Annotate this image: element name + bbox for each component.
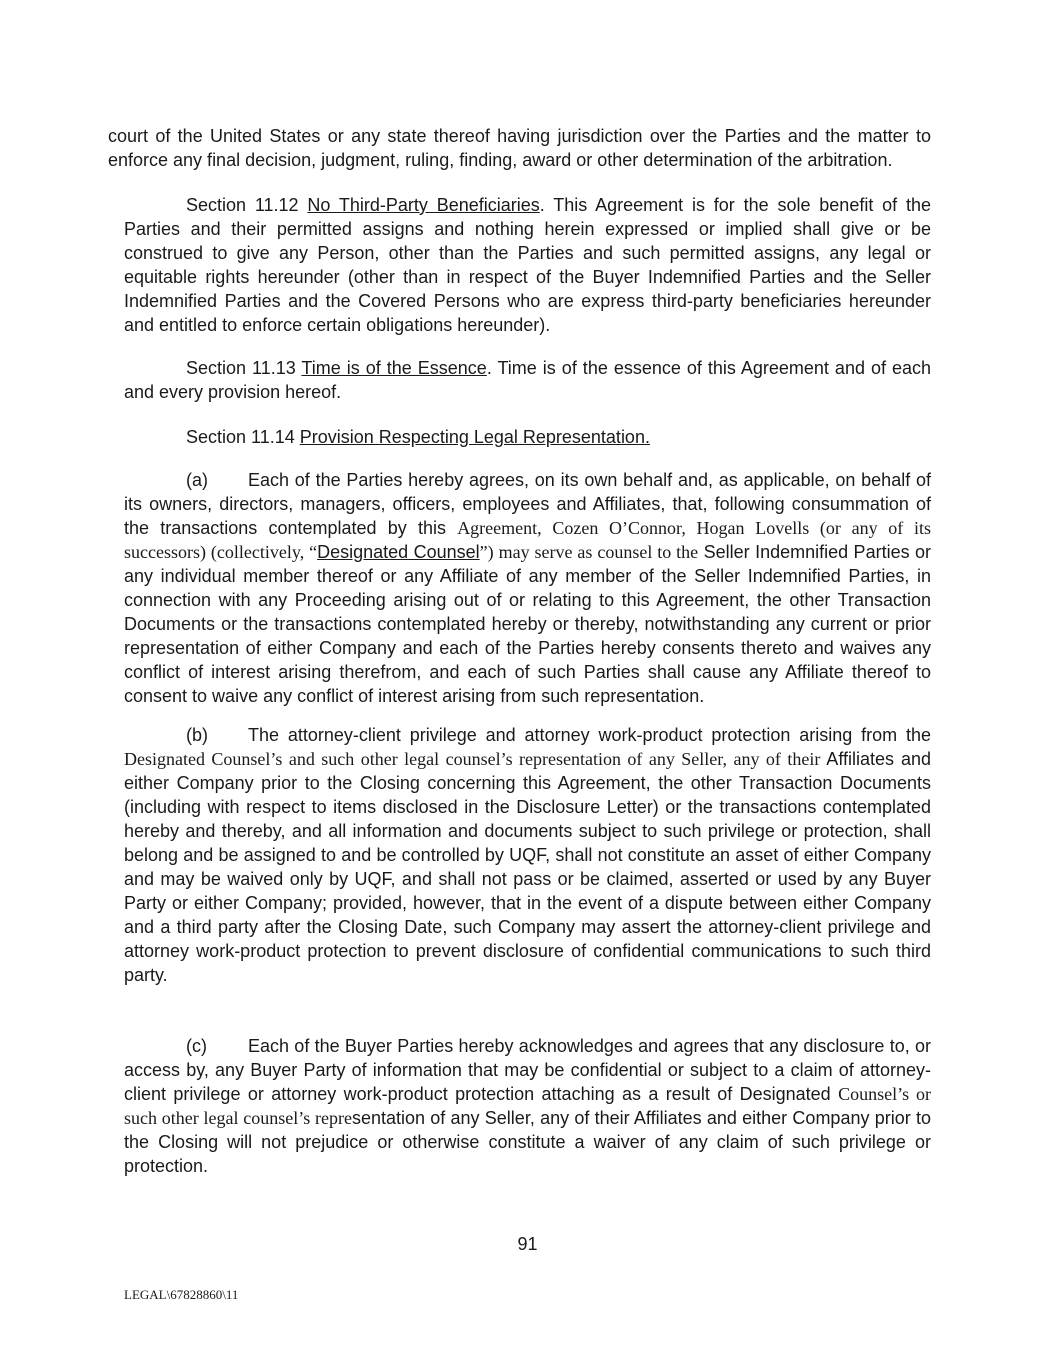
section-11-12-body: . This Agreement is for the sole benefit of the Parties and their permitted assigns and nothing herein expressed or implied shall give or be construed to give any Person, other than the Parties and such permitted assigns, any legal or equitable rights hereunder (other than in respect of the Buyer Indemnified Parties and the Seller Indemnified Parties and the Covered Persons who are express third-party beneficiaries hereunder and entitled to enforce certain obligations hereunder). [124,195,931,335]
document-id: LEGAL\67828860\11 [124,1287,239,1302]
section-11-13-body: . Time is of the essence of this Agreement and of each and every provision hereof. [124,358,931,402]
subsection-a-text-4: Seller Indemnified Parties or any individual member thereof or any Affiliate of any member of the Seller Indemnified Parties, in connection with any Proceeding arising out of or relating to this Agreement, the other Transaction Documents or the transactions contemplated hereby or thereby, notwithstanding any current or prior representation of either Company and each of the Parties hereby consents thereto and waives any conflict of interest arising therefrom, and each of such Parties shall cause any Affiliate thereof to consent to waive any conflict of interest arising from such representation. [124,542,932,706]
subsection-a-label: (a) [186,470,208,490]
subsection-a [124,468,931,708]
section-11-13 [124,356,931,404]
subsection-a-text-2: Agreement, Cozen O’Connor, Hogan Lovells (or any of its successors) (collectively, “ [124,518,931,562]
section-11-13-number: Section 11.13 [186,358,302,378]
page-number: 91 [517,1234,538,1254]
section-11-13-heading: Time is of the Essence [301,358,487,378]
subsection-b-text-2: Designated Counsel’s and such other legal counsel’s representation of any Seller, any of their [124,749,821,769]
subsection-b-text-3: Affiliates and either Company prior to the Closing concerning this Agreement, the other Transaction Documents (including with respect to items disclosed in the Disclosure Letter) or the transactions contemplated hereby and thereby, and all information and documents subject to such privilege or protection, shall belong and be assigned to and be controlled by UQF, shall not constitute an asset of either Company and may be waived only by UQF, and shall not pass or be claimed, asserted or used by any Buyer Party or either Company; provided, however, that in the event of a dispute between either Company and a third party after the Closing Date, such Company may assert the attorney-client privilege and attorney work-product protection to prevent disclosure of confidential communications to such third party. [124,749,931,985]
section-11-12-heading: No Third-Party Beneficiaries [307,195,540,215]
subsection-c [124,1034,931,1178]
subsection-a-text-1: Each of the Parties hereby agrees, on its own behalf and, as applicable, on behalf of its owners, directors, managers, officers, employees and Affiliates, that, following consummation of the transactions contemplated by this [124,470,931,538]
section-11-14-heading: Provision Respecting Legal Representation. [299,427,650,447]
subsection-c-label: (c) [186,1036,207,1056]
subsection-c-text-1: Each of the Buyer Parties hereby acknowledges and agrees that any disclosure to, or access by, any Buyer Party of information that may be confidential or subject to a claim of attorney-client privilege or attorney work-product protection attaching as a result of Designated [124,1036,931,1104]
subsection-b-label: (b) [186,725,208,745]
section-11-14 [124,425,931,449]
subsection-c-text-2: Counsel’s or such other legal counsel’s repre [124,1084,931,1128]
subsection-b [124,723,931,987]
intro-text: court of the United States or any state thereof having jurisdiction over the Parties and the matter to enforce any final decision, judgment, ruling, finding, award or other determination of the arbitration. [108,126,931,170]
subsection-b-text-1: The attorney-client privilege and attorney work-product protection arising from the [248,725,931,745]
section-11-12 [124,193,931,337]
section-11-12-number: Section 11.12 [186,195,308,215]
defined-term-designated-counsel: Designated Counsel [317,542,480,562]
subsection-c-text-3: sentation of any Seller, any of their Affiliates and either Company prior to the Closing will not prejudice or otherwise constitute a waiver of any claim of such privilege or protection. [124,1108,931,1176]
subsection-a-text-3: ”) may serve as counsel to the [479,542,699,562]
intro-paragraph [108,124,931,172]
section-11-14-number: Section 11.14 [186,427,300,447]
